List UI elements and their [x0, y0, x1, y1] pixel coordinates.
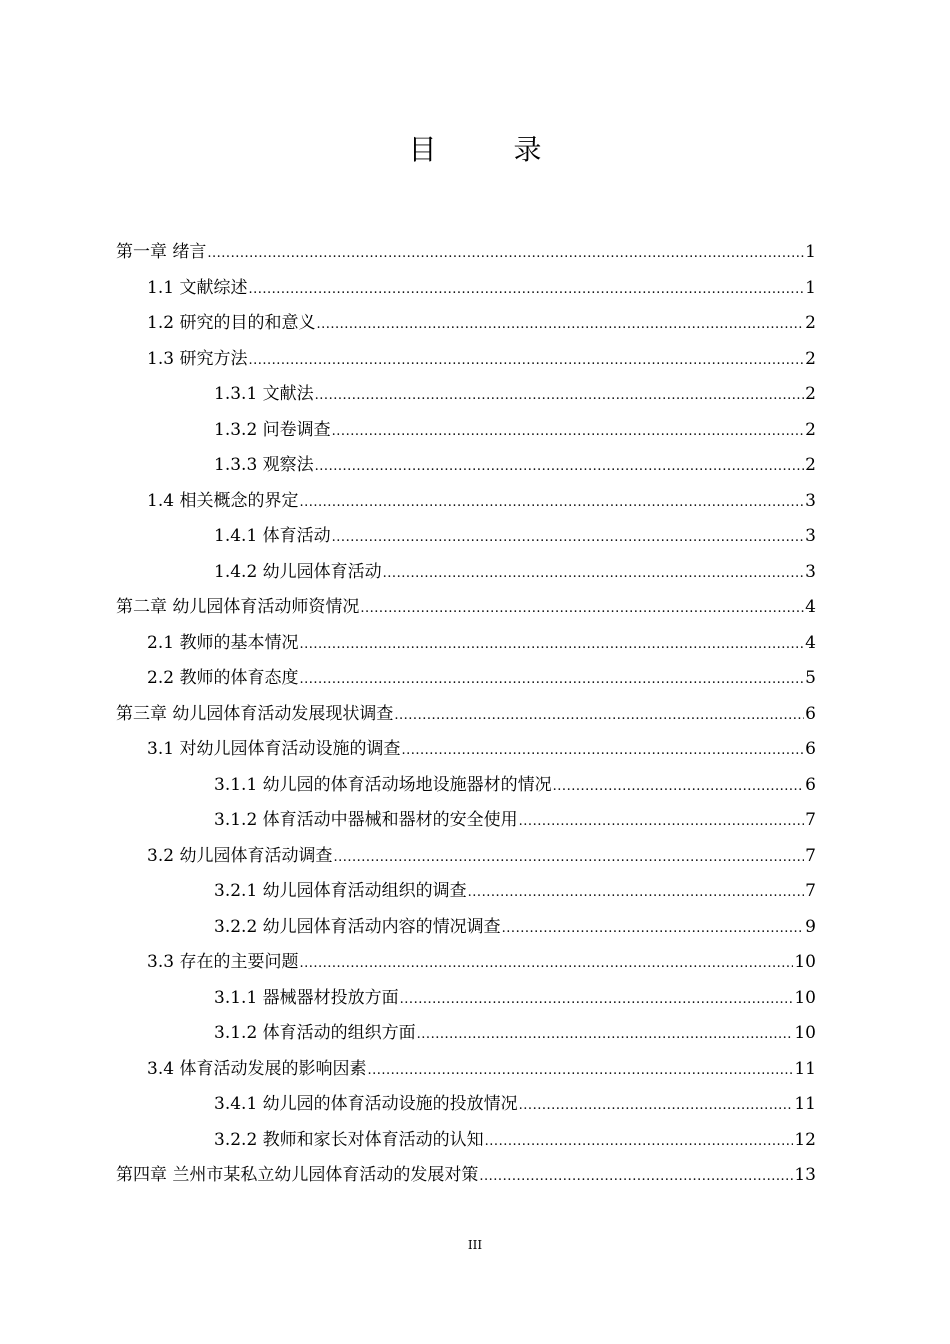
toc-entry[interactable] [116, 1087, 816, 1123]
toc-entry[interactable] [116, 1052, 816, 1088]
toc-entry[interactable] [116, 626, 816, 662]
toc-dot-leader [299, 662, 804, 698]
toc-dot-leader [519, 1088, 794, 1124]
toc-entry-title: 第一章 绪言 [116, 242, 207, 262]
toc-entry[interactable] [116, 874, 816, 910]
toc-entry-title: 3.4 体育活动发展的影响因素 [147, 1058, 367, 1079]
toc-dot-leader [367, 1053, 793, 1089]
toc-entry[interactable] [116, 448, 816, 484]
toc-entry-page: 3 [805, 561, 816, 582]
toc-entry[interactable] [116, 697, 816, 733]
toc-entry-page: 13 [794, 1165, 816, 1185]
toc-entry-page: 2 [805, 348, 816, 369]
toc-entry[interactable] [116, 839, 816, 875]
toc-entry[interactable] [116, 732, 816, 768]
toc-entry-page: 2 [805, 419, 816, 440]
toc-dot-leader [417, 1017, 794, 1053]
toc-entry-page: 7 [805, 881, 816, 901]
toc-entry-title: 3.1.1 器械器材投放方面 [214, 987, 399, 1008]
toc-entry-title: 1.2 研究的目的和意义 [147, 313, 316, 333]
toc-dot-leader [394, 698, 804, 734]
toc-entry-page: 6 [805, 703, 816, 724]
toc-dot-leader [400, 982, 794, 1018]
toc-entry-title: 第三章 幼儿园体育活动发展现状调查 [116, 703, 394, 724]
toc-entry-page: 10 [794, 1023, 816, 1043]
toc-entry-page: 1 [805, 242, 816, 262]
toc-entry[interactable] [116, 803, 816, 839]
toc-dot-leader [316, 307, 804, 343]
toc-dot-leader [479, 1159, 793, 1195]
toc-dot-leader [519, 804, 805, 840]
toc-entry[interactable] [116, 342, 816, 378]
toc-dot-leader [360, 591, 804, 627]
toc-entry-page: 10 [794, 952, 816, 972]
toc-entry-page: 10 [794, 987, 816, 1008]
toc-dot-leader [315, 449, 805, 485]
toc-entry[interactable] [116, 1123, 816, 1159]
toc-entry[interactable] [116, 413, 816, 449]
toc-dot-leader [248, 343, 804, 379]
toc-dot-leader [502, 911, 805, 947]
toc-dot-leader [468, 875, 805, 911]
toc-entry-title: 第四章 兰州市某私立幼儿园体育活动的发展对策 [116, 1165, 479, 1185]
toc-entry[interactable] [116, 981, 816, 1017]
toc-entry-page: 12 [794, 1129, 816, 1150]
toc-entry-title: 3.3 存在的主要问题 [147, 952, 299, 972]
toc-entry[interactable] [116, 590, 816, 626]
toc-entry[interactable] [116, 377, 816, 413]
toc-entry-page: 3 [805, 490, 816, 511]
toc-dot-leader [332, 520, 805, 556]
toc-dot-leader [383, 556, 805, 592]
toc-entry-title: 3.2.2 教师和家长对体育活动的认知 [214, 1129, 484, 1150]
toc-entry-page: 5 [805, 668, 816, 688]
toc-dot-leader [333, 840, 804, 876]
toc-entry[interactable] [116, 235, 816, 271]
toc-entry-page: 7 [805, 810, 816, 830]
toc-entry[interactable] [116, 661, 816, 697]
toc-entry-title: 1.3.1 文献法 [214, 384, 314, 404]
toc-entry-title: 3.4.1 幼儿园的体育活动设施的投放情况 [214, 1094, 518, 1114]
toc-entry-title: 3.1 对幼儿园体育活动设施的调查 [147, 739, 401, 759]
toc-entry-title: 3.1.2 体育活动的组织方面 [214, 1023, 416, 1043]
toc-entry-title: 1.3.3 观察法 [214, 455, 314, 475]
toc-entry-title: 3.2 幼儿园体育活动调查 [147, 845, 333, 866]
toc-entry-title: 1.3 研究方法 [147, 348, 248, 369]
toc-entry-page: 7 [805, 845, 816, 866]
toc-dot-leader [315, 378, 805, 414]
toc-entry[interactable] [116, 1158, 816, 1194]
toc-entry[interactable] [116, 768, 816, 804]
toc-entry-title: 1.4.2 幼儿园体育活动 [214, 561, 382, 582]
toc-dot-leader [485, 1124, 794, 1160]
toc-entry-title: 2.1 教师的基本情况 [147, 632, 299, 653]
toc-dot-leader [299, 627, 804, 663]
toc-dot-leader [553, 769, 805, 805]
toc-entry[interactable] [116, 945, 816, 981]
toc-entry-page: 2 [805, 455, 816, 475]
toc-entry-title: 3.1.1 幼儿园的体育活动场地设施器材的情况 [214, 774, 552, 795]
toc-dot-leader [401, 733, 804, 769]
toc-entry-title: 1.4.1 体育活动 [214, 526, 331, 546]
toc-entry-title: 3.2.2 幼儿园体育活动内容的情况调查 [214, 916, 501, 937]
table-of-contents [116, 235, 816, 1194]
toc-entry-page: 1 [805, 277, 816, 298]
toc-entry[interactable] [116, 519, 816, 555]
toc-entry-title: 2.2 教师的体育态度 [147, 668, 299, 688]
toc-dot-leader [248, 272, 804, 308]
toc-entry-title: 第二章 幼儿园体育活动师资情况 [116, 597, 360, 617]
toc-entry-title: 3.2.1 幼儿园体育活动组织的调查 [214, 881, 467, 901]
toc-entry-page: 6 [805, 739, 816, 759]
toc-entry-page: 11 [794, 1058, 816, 1079]
toc-entry-title: 3.1.2 体育活动中器械和器材的安全使用 [214, 810, 518, 830]
toc-entry-page: 4 [805, 632, 816, 653]
toc-dot-leader [299, 485, 804, 521]
toc-entry[interactable] [116, 555, 816, 591]
toc-dot-leader [207, 236, 804, 272]
toc-entry-page: 6 [805, 774, 816, 795]
toc-entry[interactable] [116, 306, 816, 342]
toc-entry-title: 1.1 文献综述 [147, 277, 248, 298]
page-number-footer: III [467, 1238, 483, 1252]
toc-entry-title: 1.3.2 问卷调查 [214, 419, 331, 440]
toc-entry-page: 4 [805, 597, 816, 617]
toc-dot-leader [299, 946, 793, 982]
toc-dot-leader [332, 414, 805, 450]
toc-entry-page: 11 [794, 1094, 816, 1114]
toc-entry-title: 1.4 相关概念的界定 [147, 490, 299, 511]
toc-entry-page: 3 [805, 526, 816, 546]
toc-entry[interactable] [116, 1016, 816, 1052]
toc-entry-page: 9 [805, 916, 816, 937]
toc-entry[interactable] [116, 271, 816, 307]
toc-entry-page: 2 [805, 313, 816, 333]
toc-entry-page: 2 [805, 384, 816, 404]
toc-entry[interactable] [116, 484, 816, 520]
toc-entry[interactable] [116, 910, 816, 946]
toc-title: 目 录 [408, 133, 576, 166]
